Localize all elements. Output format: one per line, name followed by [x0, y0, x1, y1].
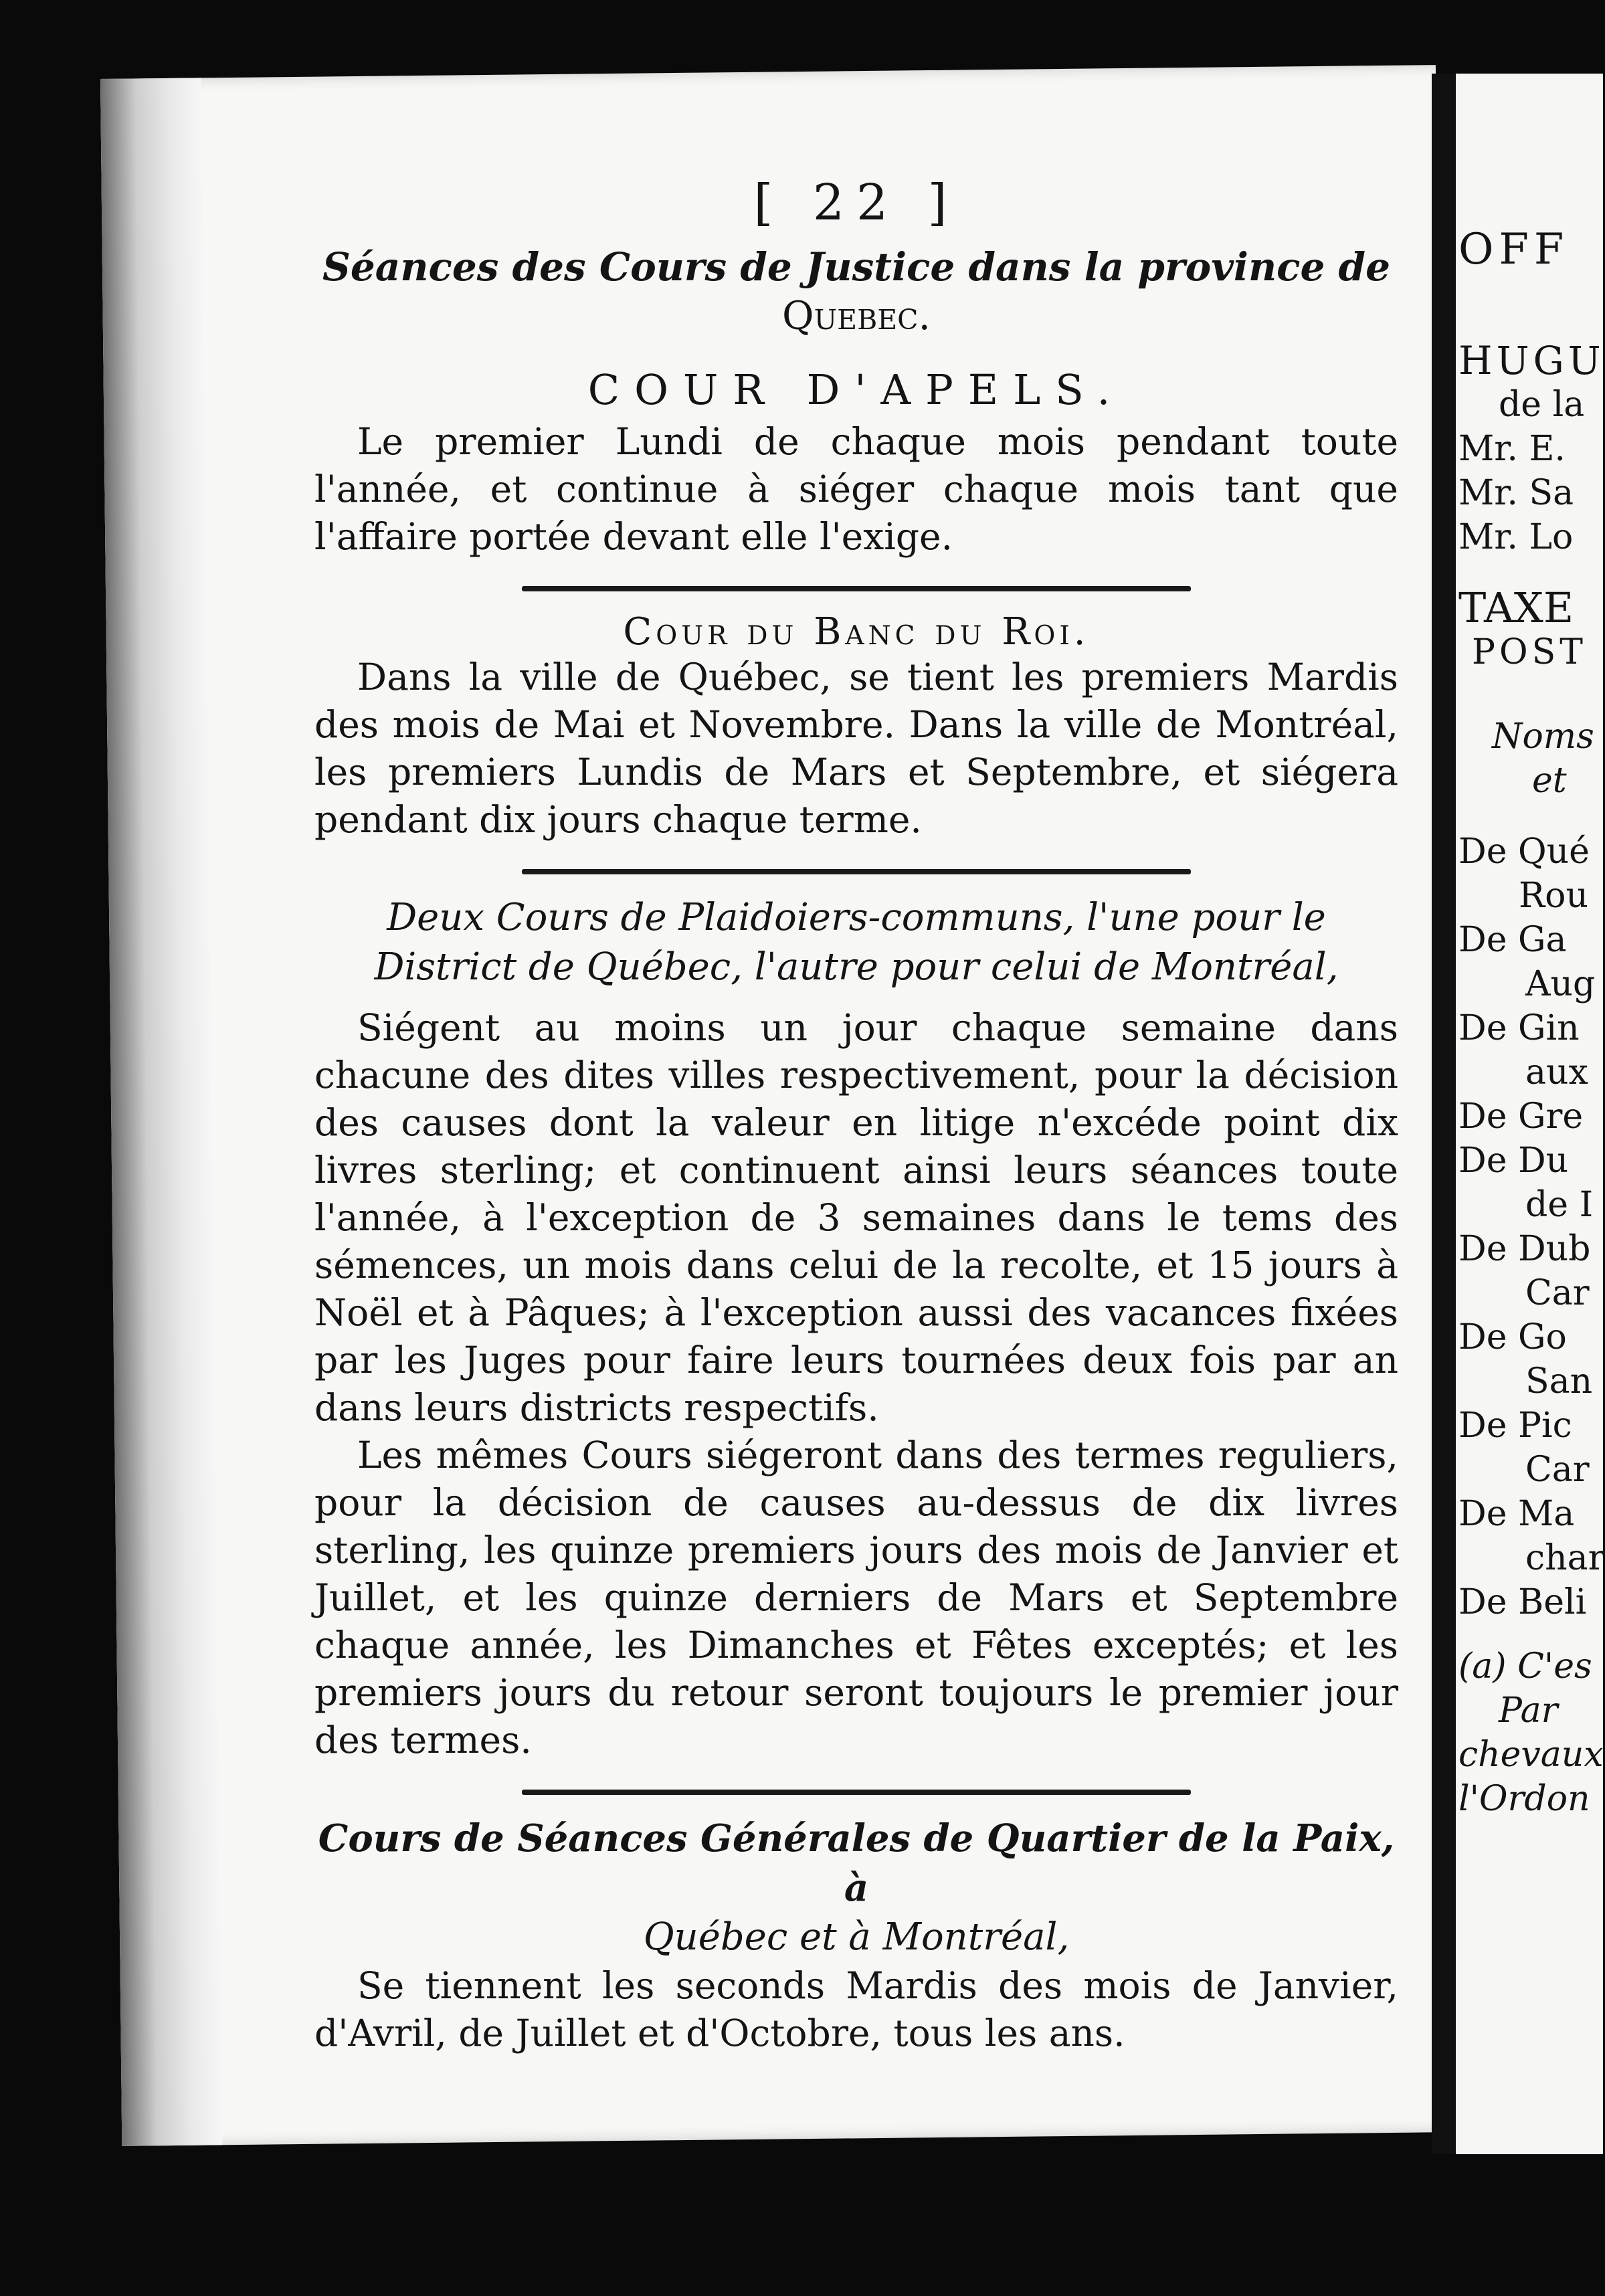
section-plaidoiers-para-2: Les mêmes Cours siégeront dans des termes reguliers, pour la décision de causes au-dessus de dix livres sterling, les quinze premiers jours des mois de Janvier et Juillet, et les quinze derniers de Mars et Septembre chaque année, les Dimanches et Fêtes exceptés; et les premiers jours du retour seront toujours le premier jour des termes.	[314, 1434, 1398, 1761]
right-line: De Qué	[1458, 832, 1590, 872]
right-line: De Du	[1458, 1141, 1569, 1181]
section-divider	[522, 586, 1191, 591]
section-plaidoiers-para-1: Siégent au moins un jour chaque semaine dans chacune des dites villes respectivement, pour la décision des causes dont la valeur en litige n'excéde point dix livres sterling; et continuent ainsi leurs séances toute l'année, à l'exception de 3 semaines dans le tems des sémences, un mois dans celui de la recolte, et 15 jours à Noël et à Pâques; à l'exception aussi des vacances fixées par les Juges pour faire leurs tournées deux fois par an dans leurs districts respectifs.	[314, 1006, 1398, 1429]
right-line: HUGU	[1458, 338, 1605, 383]
right-line: Car	[1525, 1273, 1590, 1313]
right-line: Mr. Lo	[1458, 517, 1574, 557]
right-line: De Gre	[1458, 1096, 1584, 1137]
right-line: OFF	[1458, 225, 1570, 274]
page-title	[314, 241, 1398, 293]
section-quartier-text: Se tiennent les seconds Mardis des mois de Janvier, d'Avril, de Juillet et d'Octobre, tous les ans.	[314, 1964, 1398, 2054]
right-line: De Gin	[1458, 1008, 1580, 1048]
right-line: et	[1532, 761, 1567, 801]
right-line: POST	[1472, 632, 1587, 672]
section-cour-apels-heading: COUR D'APELS.	[587, 365, 1125, 414]
right-line: De Go	[1458, 1317, 1567, 1357]
right-line: Mr. E.	[1458, 429, 1566, 469]
right-line: De Ma	[1458, 1494, 1575, 1534]
right-line: de I	[1525, 1185, 1594, 1225]
right-line: Car	[1525, 1450, 1590, 1490]
right-line: (a) C'es	[1458, 1646, 1592, 1687]
left-page-content	[314, 174, 1398, 2057]
right-line: char	[1525, 1538, 1605, 1578]
right-line: De Ga	[1458, 920, 1567, 960]
right-line: Rou	[1519, 876, 1588, 916]
right-line: De Pic	[1458, 1406, 1572, 1446]
right-line: De Dub	[1458, 1229, 1591, 1269]
right-line: Noms	[1492, 716, 1594, 757]
section-quartier-heading-line-2: Québec et à Montréal,	[643, 1915, 1070, 1959]
section-banc-du-roi-heading: Cour du Banc du Roi.	[623, 610, 1090, 654]
section-quartier-heading-line-1: Cours de Séances Générales de Quartier de la Paix, à	[318, 1816, 1395, 1910]
page-title-line-1: Séances des Cours de Justice dans la province de	[322, 244, 1390, 290]
page-title-line-2: Quebec.	[782, 293, 931, 339]
right-line: chevaux	[1458, 1735, 1604, 1775]
right-page-text	[1458, 225, 1605, 1821]
right-line: aux	[1525, 1052, 1588, 1092]
section-divider	[522, 1790, 1191, 1795]
section-divider	[522, 869, 1191, 874]
right-line: de la	[1499, 385, 1585, 425]
right-line: Par	[1499, 1691, 1558, 1731]
right-line: Mr. Sa	[1458, 473, 1574, 513]
section-cour-apels-text: Le premier Lundi de chaque mois pendant toute l'année, et continue à siéger chaque mois tant que l'affaire portée devant elle l'exige.	[314, 420, 1398, 558]
section-banc-du-roi-text: Dans la ville de Québec, se tient les premiers Mardis des mois de Mai et Novembre. Dans la ville de Montréal, les premiers Lundis de Mars et Septembre, et siégera pendant dix jours chaque terme.	[314, 656, 1398, 841]
right-line: De Beli	[1458, 1582, 1587, 1622]
right-line: Aug	[1525, 964, 1596, 1004]
right-line: TAXE	[1458, 583, 1574, 632]
page-number: [ 22 ]	[753, 174, 959, 231]
section-plaidoiers-heading: Deux Cours de Plaidoiers-communs, l'une pour le District de Québec, l'autre pour celui de Montréal,	[374, 896, 1339, 989]
right-line: l'Ordon	[1458, 1779, 1590, 1819]
book-gutter	[1432, 74, 1456, 2154]
right-line: San	[1525, 1361, 1593, 1402]
